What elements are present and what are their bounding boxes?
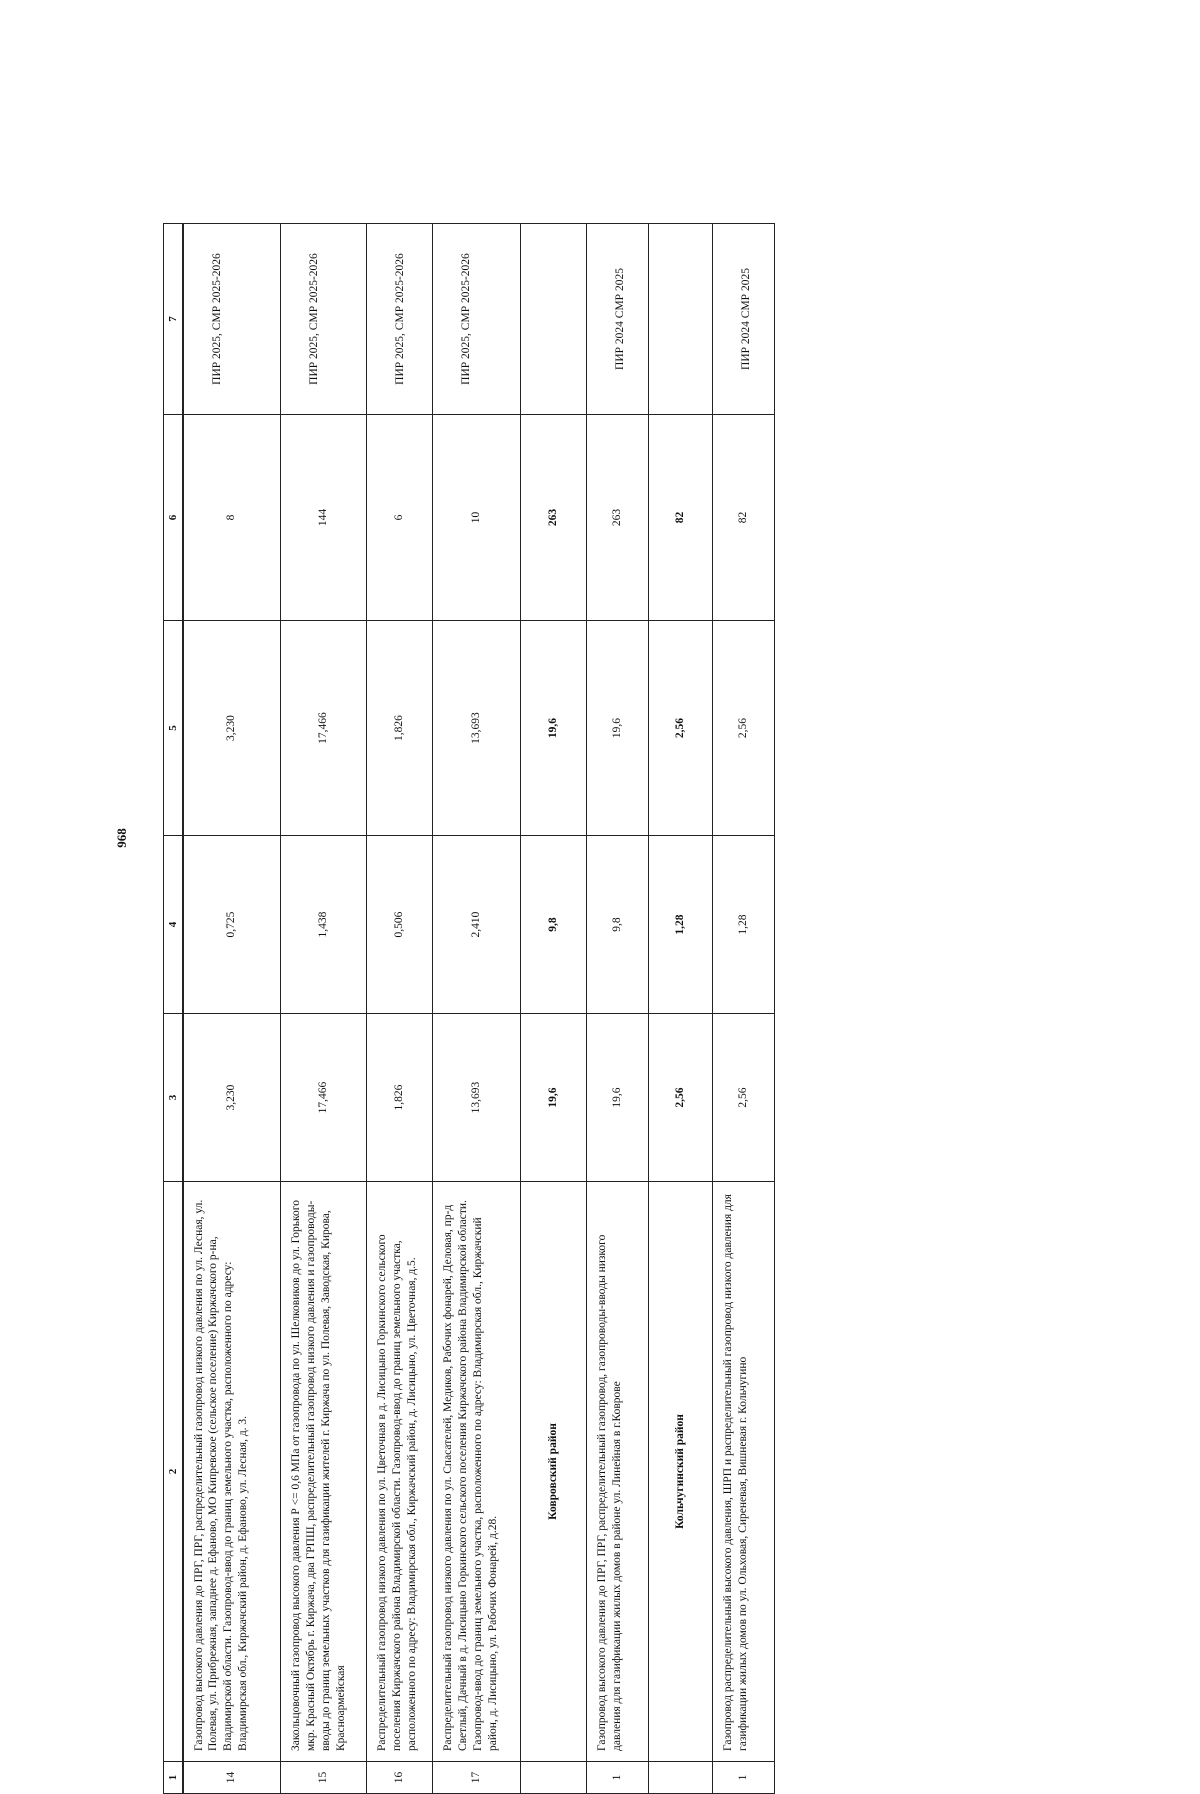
cell-col6: 263 bbox=[520, 415, 586, 621]
row-description: Газопровод высокого давления до ПРГ, ПРГ, распределительный газопровод низкого давления по ул. Лесная, ул. Полевая, ул. Прибрежная, западнее д. Ефаново, МО Кипревское (сельское поселение) Киржачского р-на, Владимирской области. Газопровод-ввод до границ земельного участка, расположенного по адресу: Владимирская обл., Киржачский район, д. Ефаново, ул. Лесная, д. 3. bbox=[183, 1182, 281, 1762]
row-number bbox=[520, 1762, 586, 1794]
cell-col3: 1,826 bbox=[366, 1014, 432, 1182]
cell-col5: 3,230 bbox=[183, 621, 281, 836]
region-name: Ковровский район bbox=[520, 1182, 586, 1762]
table-row bbox=[281, 224, 367, 1794]
cell-schedule: ПИР 2025, СМР 2025-2026 bbox=[366, 224, 432, 415]
row-number: 17 bbox=[432, 1762, 520, 1794]
cell-col6: 8 bbox=[183, 415, 281, 621]
cell-col3: 17,466 bbox=[281, 1014, 367, 1182]
row-description: Газопровод распределительный высокого давления, ШРП и распределительный газопровод низкого давления для газификации жилых домов по ул. Ольховая, Сиреневая, Вишневая г. Кольчугино bbox=[712, 1182, 774, 1762]
cell-col5: 2,56 bbox=[648, 621, 712, 836]
cell-col3: 19,6 bbox=[520, 1014, 586, 1182]
table-row bbox=[366, 224, 432, 1794]
cell-col5: 1,826 bbox=[366, 621, 432, 836]
cell-col4: 9,8 bbox=[586, 836, 648, 1014]
cell-col5: 19,6 bbox=[586, 621, 648, 836]
row-number: 1 bbox=[586, 1762, 648, 1794]
cell-col5: 13,693 bbox=[432, 621, 520, 836]
cell-schedule: ПИР 2024 СМР 2025 bbox=[586, 224, 648, 415]
cell-col6: 263 bbox=[586, 415, 648, 621]
table-row bbox=[586, 224, 648, 1794]
cell-col4: 2,410 bbox=[432, 836, 520, 1014]
cell-schedule: ПИР 2025, СМР 2025-2026 bbox=[281, 224, 367, 415]
cell-col3: 3,230 bbox=[183, 1014, 281, 1182]
cell-col4: 9,8 bbox=[520, 836, 586, 1014]
cell-col4: 0,506 bbox=[366, 836, 432, 1014]
cell-col6: 6 bbox=[366, 415, 432, 621]
row-description: Газопровод высокого давления до ПРГ, ПРГ, распределительный газопровод, газопроводы-вводы низкого давления для газификации жилых домов в районе ул. Линейная в г.Коврове bbox=[586, 1182, 648, 1762]
column-header: 2 bbox=[164, 1182, 183, 1762]
column-header: 4 bbox=[164, 836, 183, 1014]
cell-schedule: ПИР 2024 СМР 2025 bbox=[712, 224, 774, 415]
row-number: 15 bbox=[281, 1762, 367, 1794]
cell-schedule: ПИР 2025, СМР 2025-2026 bbox=[183, 224, 281, 415]
column-header: 6 bbox=[164, 415, 183, 621]
table-row bbox=[432, 224, 520, 1794]
page-number: 968 bbox=[113, 828, 129, 848]
column-header: 1 bbox=[164, 1762, 183, 1794]
cell-col4: 1,28 bbox=[712, 836, 774, 1014]
cell-col5: 2,56 bbox=[712, 621, 774, 836]
row-number: 1 bbox=[712, 1762, 774, 1794]
cell-col6: 144 bbox=[281, 415, 367, 621]
row-number: 14 bbox=[183, 1762, 281, 1794]
row-number bbox=[648, 1762, 712, 1794]
rotated-table-wrapper bbox=[163, 224, 775, 1794]
cell-schedule: ПИР 2025, СМР 2025-2026 bbox=[432, 224, 520, 415]
cell-col3: 2,56 bbox=[712, 1014, 774, 1182]
cell-schedule bbox=[648, 224, 712, 415]
cell-col3: 19,6 bbox=[586, 1014, 648, 1182]
cell-col4: 1,438 bbox=[281, 836, 367, 1014]
cell-col6: 10 bbox=[432, 415, 520, 621]
region-row bbox=[648, 224, 712, 1794]
cell-col5: 17,466 bbox=[281, 621, 367, 836]
cell-col4: 1,28 bbox=[648, 836, 712, 1014]
cell-col5: 19,6 bbox=[520, 621, 586, 836]
row-number: 16 bbox=[366, 1762, 432, 1794]
cell-col3: 13,693 bbox=[432, 1014, 520, 1182]
column-header: 7 bbox=[164, 224, 183, 415]
table-row bbox=[183, 224, 281, 1794]
row-description: Распределительный газопровод низкого давления по ул. Цветочная в д. Лисицыно Горкинского сельского поселения Киржачского района Владимирской области. Газопровод-ввод до границ земельного участка, расположенного по адресу: Владимирская обл., Киржачский район, д. Лисицыно, ул. Цветочная, д.5. bbox=[366, 1182, 432, 1762]
row-description: Закольцовочный газопровод высокого давления Р <= 0,6 МПа от газопровода по ул. Шелковиков до ул. Горького мкр. Красный Октябрь г. Киржача, два ГРПШ, распределительный газопровод низкого давления и газопроводы-вводы до границ земельных участков для газификации жителей г. Киржача по ул. Полевая, Заводская, Кирова, Красноармейская bbox=[281, 1182, 367, 1762]
cell-col4: 0,725 bbox=[183, 836, 281, 1014]
table-row bbox=[712, 224, 774, 1794]
region-name: Кольчугинский район bbox=[648, 1182, 712, 1762]
column-header: 3 bbox=[164, 1014, 183, 1182]
cell-col6: 82 bbox=[648, 415, 712, 621]
cell-col6: 82 bbox=[712, 415, 774, 621]
region-row bbox=[520, 224, 586, 1794]
column-header: 5 bbox=[164, 621, 183, 836]
row-description: Распределительный газопровод низкого давления по ул. Спасателей, Медиков, Рабочих фонарей, Деловая, пр-д Светлый, Дачный в д. Лисицыно Горкинского сельского поселения Киржачского района Владимирской области. Газопровод-ввод до границ земельного участка, расположенного по адресу: Владимирская обл., Киржачский район, д. Лисицыно, ул. Рабочих Фонарей, д.28. bbox=[432, 1182, 520, 1762]
gas-pipeline-table bbox=[163, 223, 775, 1794]
cell-col3: 2,56 bbox=[648, 1014, 712, 1182]
table-header-row bbox=[164, 224, 183, 1794]
cell-schedule bbox=[520, 224, 586, 415]
